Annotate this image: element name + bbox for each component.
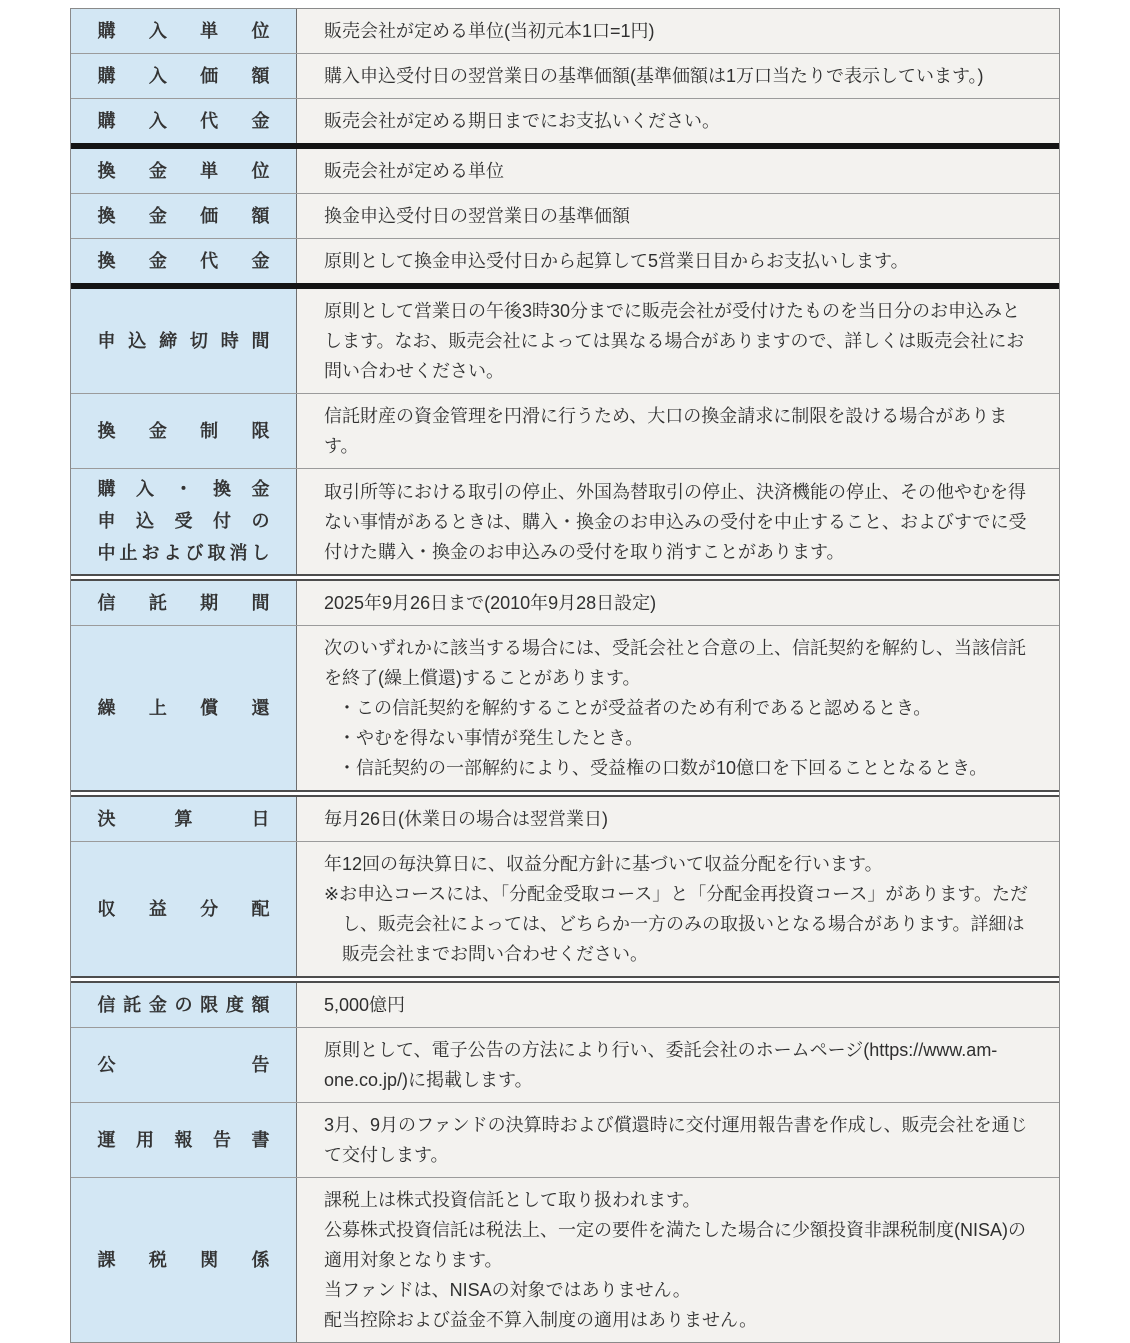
row-label bbox=[71, 842, 297, 976]
row-label bbox=[71, 581, 297, 625]
row-label-text: 決算日 bbox=[97, 808, 270, 829]
row-content-text: 当ファンドは、NISAの対象ではありません。 bbox=[324, 1280, 691, 1300]
row-content-text: ・やむを得ない事情が発生したとき。 bbox=[338, 728, 644, 748]
row-label bbox=[71, 149, 297, 193]
row-label bbox=[71, 239, 297, 283]
fund-terms-table bbox=[70, 8, 1060, 1343]
row-content bbox=[297, 194, 1059, 238]
row-content-text: ・信託契約の一部解約により、受益権の口数が10億口を下回ることとなるとき。 bbox=[338, 758, 988, 778]
row-label-text: 換金単位 bbox=[97, 160, 270, 181]
row-content-text: 配当控除および益金不算入制度の適用はありません。 bbox=[324, 1310, 758, 1330]
row-label bbox=[71, 626, 297, 790]
row-label-text: 信託金の限度額 bbox=[97, 994, 270, 1015]
row-content-text: 換金申込受付日の翌営業日の基準価額 bbox=[324, 206, 630, 226]
row-label bbox=[71, 9, 297, 53]
table-row-redemption-unit bbox=[71, 149, 1059, 193]
table-row-settlement-date bbox=[71, 797, 1059, 841]
row-content-text: 5,000億円 bbox=[324, 995, 406, 1015]
row-label-text: 運用報告書 bbox=[97, 1129, 270, 1150]
row-content-text: ・この信託契約を解約することが受益者のため有利であると認めるとき。 bbox=[338, 698, 932, 718]
row-content-text: ※お申込コースには、「分配金受取コース」と「分配金再投資コース」があります。ただし、販売会社によっては、どちらか一方のみの取扱いとなる場合があります。詳細は販売会社までお問い合わせください。 bbox=[324, 884, 1028, 964]
row-content bbox=[297, 1103, 1059, 1177]
row-content-text: 取引所等における取引の停止、外国為替取引の停止、決済機能の停止、その他やむを得ない事情があるときは、購入・換金のお申込みの受付を中止すること、およびすでに受付けた購入・換金のお申込みの受付を取り消すことがあります。 bbox=[324, 481, 1027, 562]
row-content-text: 原則として営業日の午後3時30分までに販売会社が受付けたものを当日分のお申込みとします。なお、販売会社によっては異なる場合がありますので、詳しくは販売会社にお問い合わせください。 bbox=[324, 301, 1025, 381]
row-label-text: 換金価額 bbox=[97, 205, 270, 226]
row-content-text: 年12回の毎決算日に、収益分配方針に基づいて収益分配を行います。 bbox=[324, 854, 883, 874]
row-content-text: 信託財産の資金管理を円滑に行うため、大口の換金請求に制限を設ける場合があります。 bbox=[324, 406, 1008, 456]
table-row-public-notice bbox=[71, 1027, 1059, 1102]
table-row-redemption-price bbox=[71, 193, 1059, 238]
row-label-text: 信託期間 bbox=[97, 592, 270, 613]
row-label bbox=[71, 983, 297, 1027]
row-content-text: 毎月26日(休業日の場合は翌営業日) bbox=[324, 809, 609, 829]
row-label-text: 中止および取消し bbox=[97, 543, 270, 563]
row-label-text: 課税関係 bbox=[97, 1249, 270, 1270]
row-content bbox=[297, 626, 1059, 790]
row-content-text: 販売会社が定める単位 bbox=[324, 161, 504, 181]
table-row-purchase-unit bbox=[71, 9, 1059, 53]
row-content bbox=[297, 9, 1059, 53]
row-label bbox=[71, 1178, 297, 1342]
row-label bbox=[71, 394, 297, 468]
row-label-text: 換金代金 bbox=[97, 250, 270, 271]
row-label bbox=[71, 99, 297, 143]
section-separator-double bbox=[71, 976, 1059, 983]
row-content-text: 公募株式投資信託は税法上、一定の要件を満たした場合に少額投資非課税制度(NISA)の適用対象となります。 bbox=[324, 1220, 1026, 1270]
table-row-income-distribution bbox=[71, 841, 1059, 976]
row-label-text: 購入単位 bbox=[97, 20, 270, 41]
row-content-text: 原則として換金申込受付日から起算して5営業日目からお支払いします。 bbox=[324, 251, 909, 271]
row-label-text: 収益分配 bbox=[97, 898, 270, 919]
table-row-trust-term bbox=[71, 581, 1059, 625]
table-row-redemption-payment bbox=[71, 238, 1059, 283]
row-label-text: 申込受付の bbox=[97, 511, 270, 531]
row-label-text: 購入代金 bbox=[97, 110, 270, 131]
row-content-text: 購入申込受付日の翌営業日の基準価額(基準価額は1万口当たりで表示しています。) bbox=[324, 66, 984, 86]
row-label-text: 申込締切時間 bbox=[97, 330, 270, 351]
row-content bbox=[297, 469, 1059, 574]
row-label bbox=[71, 289, 297, 393]
row-label bbox=[71, 469, 297, 574]
row-label bbox=[71, 194, 297, 238]
row-label-text: 繰上償還 bbox=[97, 697, 270, 718]
row-label-text: 換金制限 bbox=[97, 420, 270, 441]
row-content bbox=[297, 394, 1059, 468]
row-content bbox=[297, 99, 1059, 143]
row-content bbox=[297, 289, 1059, 393]
row-content-text: 次のいずれかに該当する場合には、受託会社と合意の上、信託契約を解約し、当該信託を終了(繰上償還)することがあります。 bbox=[324, 638, 1026, 688]
row-label-text: 購入価額 bbox=[97, 65, 270, 86]
row-content bbox=[297, 581, 1059, 625]
row-label-text: 購入・換金 bbox=[97, 479, 270, 499]
section-separator-double bbox=[71, 790, 1059, 797]
row-label bbox=[71, 1103, 297, 1177]
row-content-text: 販売会社が定める期日までにお支払いください。 bbox=[324, 111, 720, 131]
table-row-early-redemption bbox=[71, 625, 1059, 790]
row-content bbox=[297, 1028, 1059, 1102]
table-row-purchase-payment bbox=[71, 98, 1059, 143]
row-content bbox=[297, 797, 1059, 841]
row-label bbox=[71, 1028, 297, 1102]
row-label bbox=[71, 797, 297, 841]
row-content bbox=[297, 54, 1059, 98]
row-content-text: 2025年9月26日まで(2010年9月28日設定) bbox=[324, 593, 657, 613]
table-row-trust-money-limit bbox=[71, 983, 1059, 1027]
table-row-application-deadline bbox=[71, 289, 1059, 393]
row-content bbox=[297, 842, 1059, 976]
row-content bbox=[297, 983, 1059, 1027]
row-label bbox=[71, 54, 297, 98]
row-content bbox=[297, 1178, 1059, 1342]
table-row-taxation bbox=[71, 1177, 1059, 1342]
section-separator-double bbox=[71, 574, 1059, 581]
table-row-purchase-price bbox=[71, 53, 1059, 98]
table-row-management-report bbox=[71, 1102, 1059, 1177]
row-content-text: 原則として、電子公告の方法により行い、委託会社のホームページ(https://www.am-one.co.jp/)に掲載します。 bbox=[324, 1040, 998, 1090]
table-row-redemption-restriction bbox=[71, 393, 1059, 468]
row-label-text: 公告 bbox=[97, 1054, 270, 1075]
row-content-text: 3月、9月のファンドの決算時および償還時に交付運用報告書を作成し、販売会社を通じて交付します。 bbox=[324, 1115, 1028, 1165]
table-row-suspension-cancellation bbox=[71, 468, 1059, 574]
row-content-text: 課税上は株式投資信託として取り扱われます。 bbox=[324, 1190, 701, 1210]
row-content bbox=[297, 239, 1059, 283]
row-content-text: 販売会社が定める単位(当初元本1口=1円) bbox=[324, 21, 655, 41]
row-content bbox=[297, 149, 1059, 193]
